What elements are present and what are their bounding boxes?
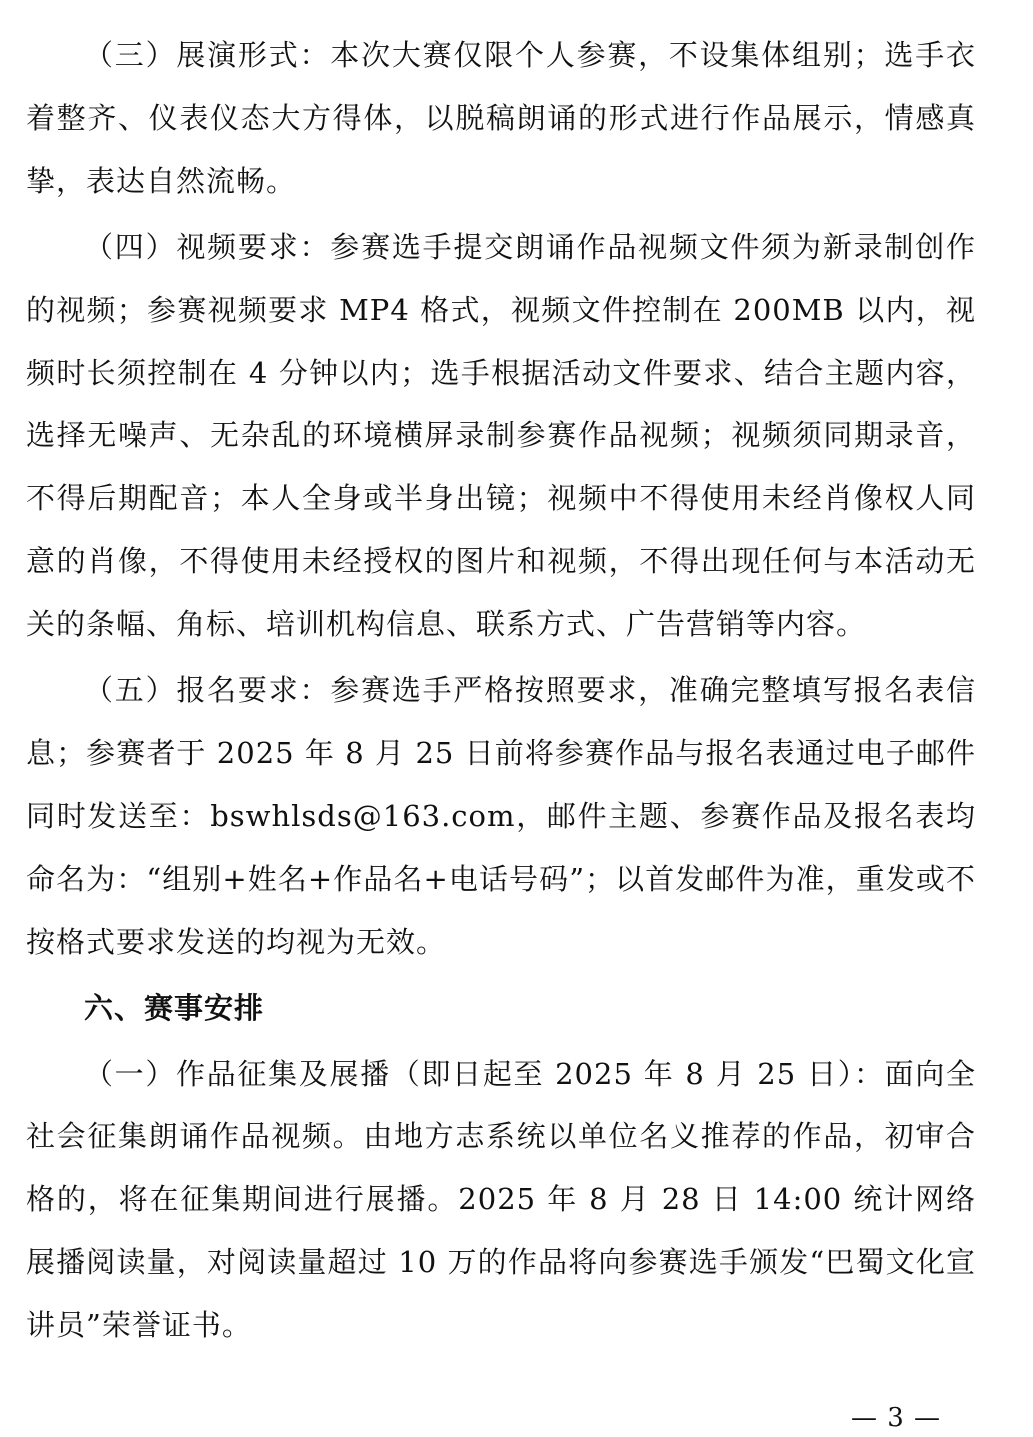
document-page	[26, 24, 976, 1360]
paragraph-registration-requirements: （五）报名要求：参赛选手严格按照要求，准确完整填写报名表信息；参赛者于 2025 年 8 月 25 日前将参赛作品与报名表通过电子邮件同时发送至：bswhlsds@163.com，邮件主题、参赛作品及报名表均命名为：“组别+姓名+作品名+电话号码”；以首发邮件为准，重发或不按格式要求发送的均视为无效。	[26, 673, 976, 959]
paragraph-collection-and-broadcast: （一）作品征集及展播（即日起至 2025 年 8 月 25 日）：面向全社会征集朗诵作品视频。由地方志系统以单位名义推荐的作品，初审合格的，将在征集期间进行展播。2025 年 8 月 28 日 14:00 统计网络展播阅读量，对阅读量超过 10 万的作品将向参赛选手颁发“巴蜀文化宣讲员”荣誉证书。	[26, 1056, 976, 1343]
section-heading-schedule: 六、赛事安排	[84, 990, 265, 1025]
paragraph-performance-format: （三）展演形式：本次大赛仅限个人参赛，不设集体组别；选手衣着整齐、仪表仪态大方得体，以脱稿朗诵的形式进行作品展示，情感真挚，表达自然流畅。	[26, 38, 976, 198]
paragraph-video-requirements: （四）视频要求：参赛选手提交朗诵作品视频文件须为新录制创作的视频；参赛视频要求 MP4 格式，视频文件控制在 200MB 以内，视频时长须控制在 4 分钟以内；选手根据活动文件要求、结合主题内容，选择无噪声、无杂乱的环境横屏录制参赛作品视频；视频须同期录音，不得后期配音；本人全身或半身出镜；视频中不得使用未经肖像权人同意的肖像，不得使用未经授权的图片和视频，不得出现任何与本活动无关的条幅、角标、培训机构信息、联系方式、广告营销等内容。	[26, 229, 976, 642]
page-number: — 3 —	[850, 1403, 942, 1433]
